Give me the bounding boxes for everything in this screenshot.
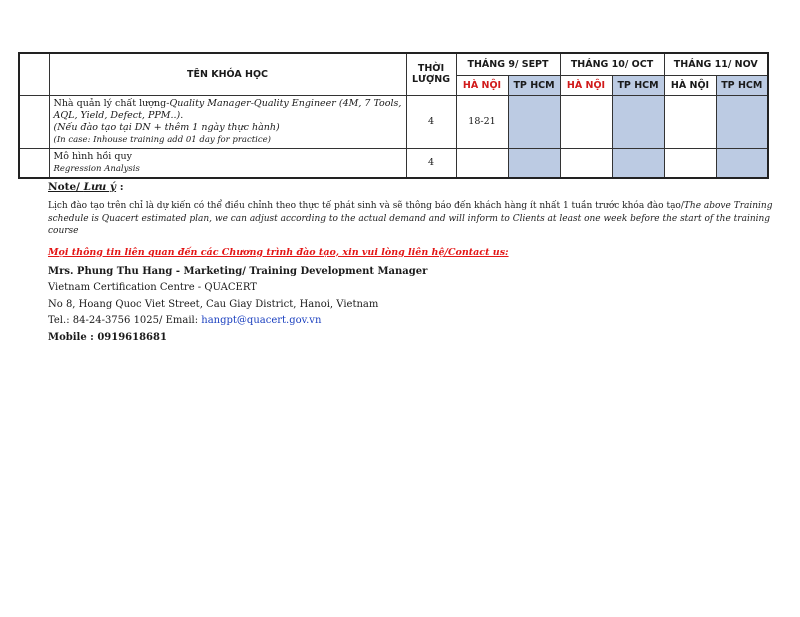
course-note-en: (In case: Inhouse training add 01 day for practice) bbox=[53, 134, 271, 145]
contact-email-link[interactable]: hangpt@quacert.gov.vn bbox=[201, 315, 322, 326]
contact-name: Mrs. Phung Thu Hang - Marketing/ Training Development Manager bbox=[48, 265, 428, 277]
course-name-vn: Mô hình hồi quy bbox=[53, 150, 132, 162]
month-header-oct: THÁNG 10/ OCT bbox=[560, 53, 664, 75]
date-cell-nov-hcm bbox=[716, 95, 768, 148]
date-cell-sept-hcm bbox=[508, 95, 560, 148]
row-index-cell bbox=[19, 95, 49, 148]
contact-mobile: Mobile : 0919618681 bbox=[48, 331, 167, 343]
contact-address: No 8, Hoang Quoc Viet Street, Cau Giay District, Hanoi, Vietnam bbox=[48, 298, 379, 310]
note-title-vn: Lưu ý bbox=[83, 181, 117, 193]
note-text bbox=[48, 200, 778, 238]
date-cell-oct-hn bbox=[560, 148, 612, 178]
city-hn-oct: HÀ NỘI bbox=[560, 75, 612, 95]
notes-body bbox=[48, 200, 778, 346]
course-cell bbox=[49, 148, 406, 178]
date-cell-oct-hcm bbox=[612, 95, 664, 148]
course-name-vn: Nhà quản lý chất lượng- bbox=[53, 97, 170, 109]
duration-header bbox=[406, 53, 456, 95]
city-hcm-oct: TP HCM bbox=[612, 75, 664, 95]
row-index-cell bbox=[19, 148, 49, 178]
course-cell bbox=[49, 95, 406, 148]
city-hn-sept: HÀ NỘI bbox=[456, 75, 508, 95]
note-text-en: The above Training schedule is Quacert estimated plan, we can adjust according to the actual demand and will inform to Clients at least one week before the start of the training course bbox=[48, 201, 773, 236]
notes-section bbox=[48, 181, 778, 193]
duration-header-line2: LƯỢNG bbox=[411, 74, 451, 86]
date-cell-nov-hcm bbox=[716, 148, 768, 178]
date-cell-nov-hn bbox=[664, 95, 716, 148]
duration-cell: 4 bbox=[406, 95, 456, 148]
contact-tel: Tel.: 84-24-3756 1025/ Email: bbox=[48, 315, 202, 326]
course-note-vn: (Nếu đào tạo tại DN + thêm 1 ngày thực hành) bbox=[53, 121, 280, 133]
city-hcm-sept: TP HCM bbox=[508, 75, 560, 95]
duration-header-line1: THỜI bbox=[417, 63, 445, 75]
month-header-sept: THÁNG 9/ SEPT bbox=[456, 53, 560, 75]
duration-cell: 4 bbox=[406, 148, 456, 178]
contact-heading: Mọi thông tin liên quan đến các Chương trình đào tạo, xin vui lòng liên hệ/Contact us: bbox=[48, 246, 509, 258]
date-cell-sept-hcm bbox=[508, 148, 560, 178]
table-row bbox=[19, 148, 768, 178]
date-cell-sept-hn bbox=[456, 148, 508, 178]
course-name-header: TÊN KHÓA HỌC bbox=[49, 53, 406, 95]
date-cell-nov-hn bbox=[664, 148, 716, 178]
month-header-nov: THÁNG 11/ NOV bbox=[664, 53, 768, 75]
note-text-vn: Lịch đào tạo trên chỉ là dự kiến có thể điều chỉnh theo thực tế phát sinh và sẽ thông báo đến khách hàng ít nhất 1 tuần trước khóa đào tạo/ bbox=[48, 201, 684, 211]
training-schedule-table bbox=[18, 52, 769, 179]
contact-org: Vietnam Certification Centre - QUACERT bbox=[48, 282, 257, 293]
date-cell-oct-hn bbox=[560, 95, 612, 148]
city-hn-nov: HÀ NỘI bbox=[664, 75, 716, 95]
date-cell-sept-hn: 18-21 bbox=[456, 95, 508, 148]
note-title-colon: : bbox=[116, 181, 124, 193]
training-schedule-table-wrap bbox=[18, 52, 767, 179]
contact-tel-email bbox=[48, 313, 778, 330]
header-row-months bbox=[19, 53, 768, 75]
index-header-cell bbox=[19, 53, 49, 95]
date-cell-oct-hcm bbox=[612, 148, 664, 178]
course-name-en: Regression Analysis bbox=[53, 163, 140, 174]
course-name-en: Quality Manager-Quality Engineer (4M, 7 Tools, AQL, Yield, Defect, PPM..). bbox=[53, 97, 402, 121]
city-hcm-nov: TP HCM bbox=[716, 75, 768, 95]
note-title-en: Note/ bbox=[48, 181, 84, 193]
table-row bbox=[19, 95, 768, 148]
note-title bbox=[48, 181, 778, 193]
